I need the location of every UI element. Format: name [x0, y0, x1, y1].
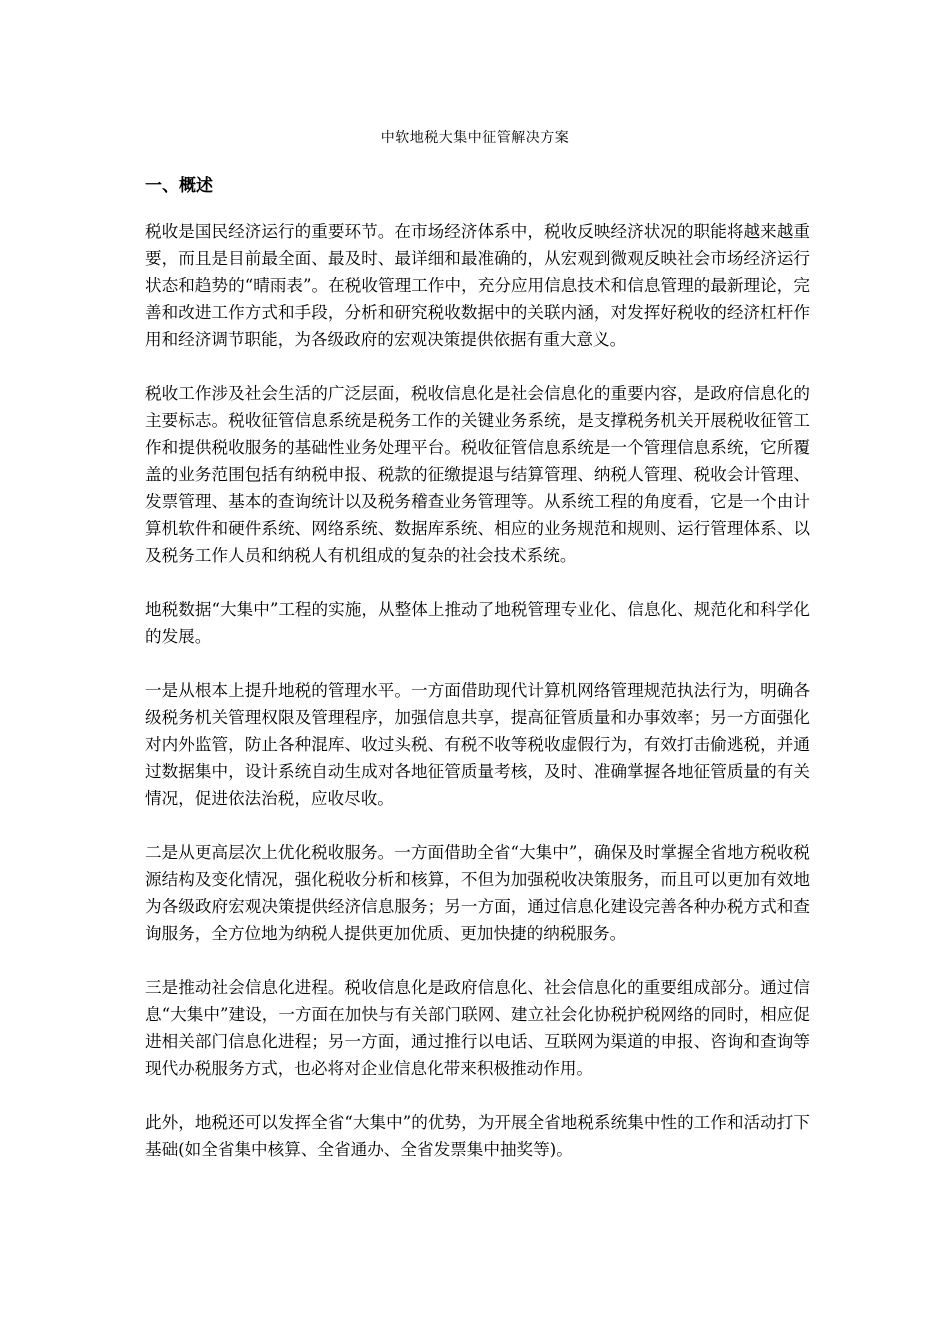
- paragraph-centralization-project: 地税数据“大集中”工程的实施，从整体上推动了地税管理专业化、信息化、规范化和科学化的发展。: [145, 600, 810, 646]
- paragraph-tax-informatization: 税收工作涉及社会生活的广泛层面，税收信息化是社会信息化的重要内容，是政府信息化的主要标志。税收征管信息系统是税务工作的关键业务系统，是支撑税务机关开展税收征管工作和提供税收服务的基础性业务处理平台。税收征管信息系统是一个管理信息系统，它所覆盖的业务范围包括有纳税申报、税款的征缴提退与结算管理、纳税人管理、税收会计管理、发票管理、基本的查询统计以及税务稽查业务管理等。从系统工程的角度看，它是一个由计算机软件和硬件系统、网络系统、数据库系统、相应的业务规范和规则、运行管理体系、以及税务工作人员和纳税人有机组成的复杂的社会技术系统。: [145, 384, 810, 565]
- paragraph-tax-importance: 税收是国民经济运行的重要环节。在市场经济体系中，税收反映经济状况的职能将越来越重要，而且是目前最全面、最及时、最详细和最准确的，从宏观到微观反映社会市场经济运行状态和趋势的“晴雨表”。在税收管理工作中，充分应用信息技术和信息管理的最新理论，完善和改进工作方式和手段，分析和研究税收数据中的关联内涵，对发挥好税收的经济杠杆作用和经济调节职能，为各级政府的宏观决策提供依据有重大意义。: [145, 222, 810, 349]
- paragraph-additional: 此外，地税还可以发挥全省“大集中”的优势，为开展全省地税系统集中性的工作和活动打下基础(如全省集中核算、全省通办、全省发票集中抽奖等)。: [145, 1113, 810, 1159]
- document-title: 中软地税大集中征管解决方案: [380, 130, 570, 146]
- section-heading: 一、概述: [145, 176, 213, 196]
- paragraph-point-one: 一是从根本上提升地税的管理水平。一方面借助现代计算机网络管理规范执法行为，明确各级税务机关管理权限及管理程序，加强信息共享，提高征管质量和办事效率；另一方面强化对内外监管，防止各种混库、收过头税、有税不收等税收虚假行为，有效打击偷逃税，并通过数据集中，设计系统自动生成对各地征管质量考核，及时、准确掌握各地征管质量的有关情况，促进依法治税，应收尽收。: [145, 681, 810, 808]
- document-body: [145, 218, 810, 1190]
- paragraph-point-two: 二是从更高层次上优化税收服务。一方面借助全省“大集中”，确保及时掌握全省地方税收税源结构及变化情况，强化税收分析和核算，不但为加强税收决策服务，而且可以更加有效地为各级政府宏观决策提供经济信息服务；另一方面，通过信息化建设完善各种办税方式和查询服务，全方位地为纳税人提供更加优质、更加快捷的纳税服务。: [145, 843, 810, 943]
- paragraph-point-three: 三是推动社会信息化进程。税收信息化是政府信息化、社会信息化的重要组成部分。通过信息“大集中”建设，一方面在加快与有关部门联网、建立社会化协税护税网络的同时，相应促进相关部门信息化进程；另一方面，通过推行以电话、互联网为渠道的申报、咨询和查询等现代办税服务方式，也必将对企业信息化带来积极推动作用。: [145, 978, 810, 1078]
